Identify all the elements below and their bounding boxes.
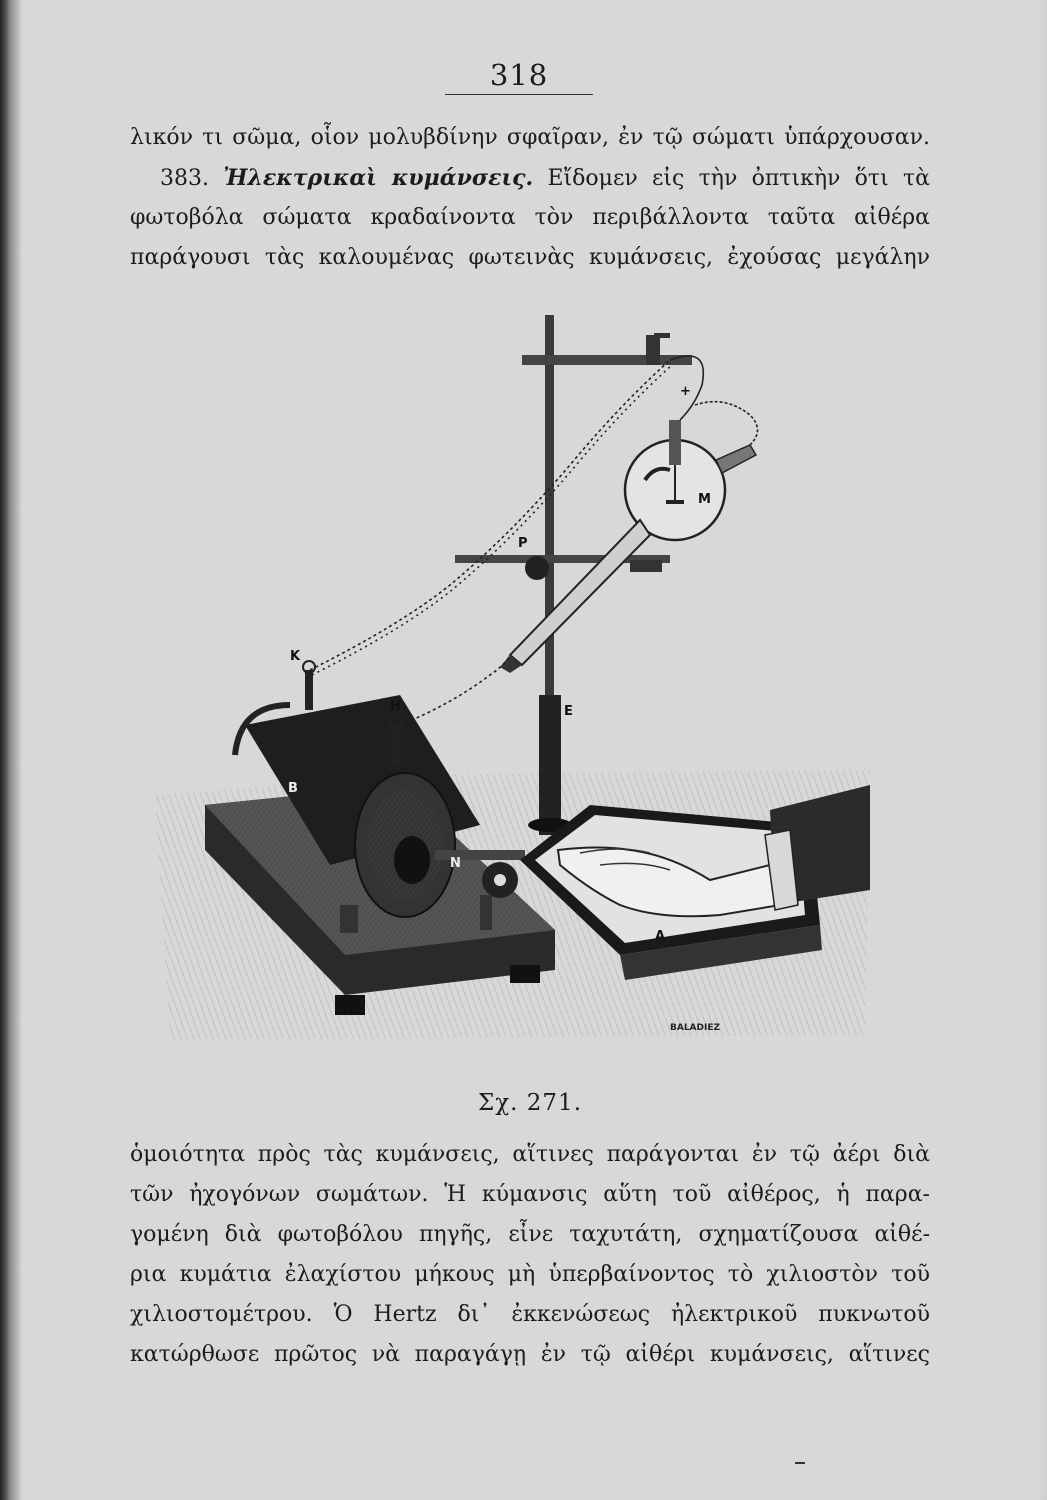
- label-H: H: [390, 699, 401, 714]
- text-line: τῶν ἠχογόνων σωμάτων. Ἡ κύμανσις αὕτη τοῦ αἰθέρος, ἡ παρα-: [130, 1182, 930, 1207]
- text-line: κατώρθωσε πρῶτος νὰ παραγάγῃ ἐν τῷ αἰθέρι κυμάνσεις, αἵτινες: [130, 1342, 930, 1367]
- bottom-paragraph: [130, 1135, 930, 1375]
- section-heading-line: [130, 158, 930, 198]
- label-N: N: [450, 856, 461, 871]
- text-line: χιλιοστομέτρου. Ὁ Hertz δι᾽ ἐκκενώσεως ἠλεκτρικοῦ πυκνωτοῦ: [130, 1302, 930, 1327]
- page-right-edge: [1037, 0, 1047, 1500]
- text-line: γομένη διὰ φωτοβόλου πηγῆς, εἶνε ταχυτάτη, σχηματίζουσα αἰθέ-: [130, 1222, 930, 1247]
- page-number: 318: [489, 58, 549, 92]
- label-E: E: [564, 704, 573, 719]
- text-line: ρια κυμάτια ἐλαχίστου μήκους μὴ ὑπερβαίνοντος τὸ χιλιοστὸν τοῦ: [130, 1262, 930, 1287]
- coiled-wires: [310, 356, 758, 725]
- text-fragment: Εἴδομεν εἰς τὴν ὀπτικὴν ὅτι τὰ: [547, 166, 930, 191]
- label-P: P: [518, 536, 528, 551]
- figure-caption: Σχ. 271.: [477, 1090, 583, 1116]
- apparatus-illustration: [150, 305, 870, 1085]
- engraver-signature: BALADIEZ: [670, 1023, 721, 1033]
- top-paragraph: [130, 118, 930, 278]
- text-line: φωτοβόλα σώματα κραδαίνοντα τὸν περιβάλλοντα ταῦτα αἰθέρα: [130, 205, 930, 230]
- crookes-tube: [500, 420, 756, 673]
- label-K: K: [290, 649, 301, 664]
- retort-stand: [455, 315, 692, 835]
- section-heading: Ἠλεκτρικαὶ κυμάνσεις.: [223, 165, 534, 191]
- page-number-rule: [445, 94, 593, 95]
- print-mark: [795, 1462, 805, 1464]
- text-line: ὁμοιότητα πρὸς τὰς κυμάνσεις, αἵτινες παράγονται ἐν τῷ ἀέρι διὰ: [130, 1142, 930, 1167]
- text-line: παράγουσι τὰς καλουμένας φωτεινὰς κυμάνσεις, ἐχούσας μεγάλην: [130, 245, 930, 270]
- book-gutter-edge: [0, 0, 22, 1500]
- text-line: λικόν τι σῶμα, οἷον μολυβδίνην σφαῖραν, ἐν τῷ σώματι ὑπάρχουσαν.: [130, 125, 930, 150]
- figure-engraving: [150, 305, 870, 1085]
- label-B: B: [288, 781, 298, 796]
- label-M: M: [698, 492, 711, 507]
- label-plus: +: [680, 384, 691, 399]
- section-number: 383.: [160, 166, 209, 191]
- label-A: A: [655, 929, 666, 944]
